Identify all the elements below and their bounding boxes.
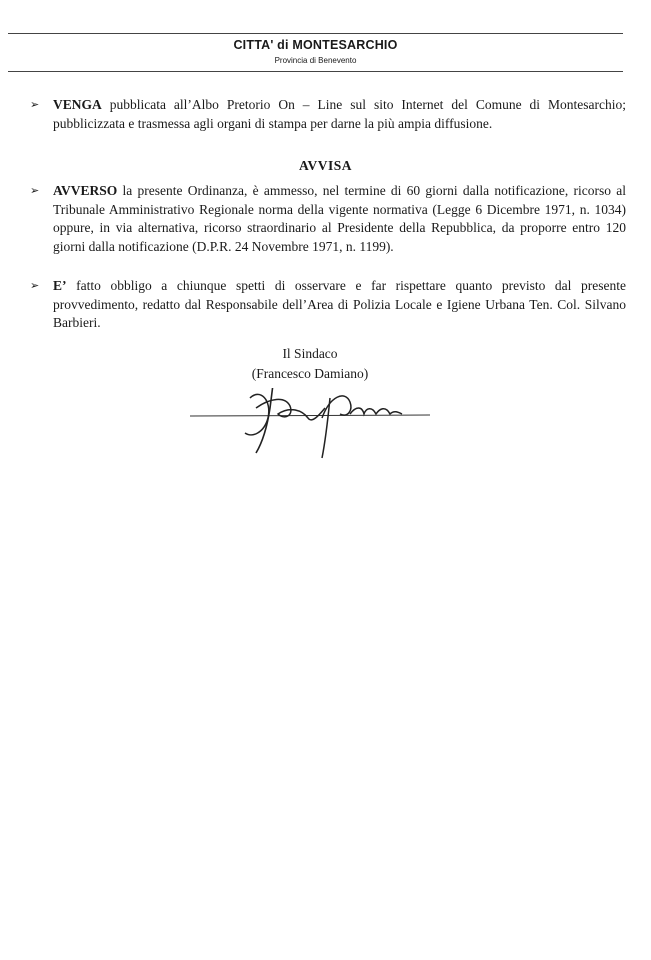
paragraph-obbligo <box>30 277 626 333</box>
header-bottom-rule <box>8 71 623 72</box>
province-subtitle: Provincia di Benevento <box>274 56 357 65</box>
city-title: CITTA' di MONTESARCHIO <box>233 38 398 52</box>
paragraph-text <box>53 277 626 333</box>
paragraph-body: pubblicata all’Albo Pretorio On – Line sul sito Internet del Comune di Montesarchio; pubblicizzata e trasmessa agli organi di stampa per darne la più ampia diffusione. <box>53 97 626 131</box>
paragraph-text <box>53 182 626 256</box>
paragraph-body: la presente Ordinanza, è ammesso, nel termine di 60 giorni dalla notificazione, ricorso al Tribunale Amministrativo Regionale norma della vigente normativa (Legge 6 Dicembre 1971, n. 1034) oppure, in via alternativa, ricorso straordinario al Presidente della Repubblica, da proporre entro 120 giorni dalla notificazione (D.P.R. 24 Novembre 1971, n. 1199). <box>53 183 626 254</box>
arrow-bullet-icon: ➢ <box>30 184 40 197</box>
handwritten-signature <box>190 388 435 463</box>
paragraph-body: fatto obbligo a chiunque spetti di osservare e far rispettare quanto previsto dal presente provvedimento, redatto dal Responsabile dell’Area di Polizia Locale e Igiene Urbana Ten. Col. Silvano Barbieri. <box>53 278 626 330</box>
avvisa-heading: AVVISA <box>298 158 353 173</box>
paragraph-venga <box>30 96 626 133</box>
paragraph-lead: VENGA <box>53 97 102 112</box>
header-top-rule <box>8 33 623 34</box>
paragraph-avverso <box>30 182 626 256</box>
paragraph-lead: E’ <box>53 278 67 293</box>
signature-title: Il Sindaco <box>282 346 338 361</box>
arrow-bullet-icon: ➢ <box>30 279 40 292</box>
arrow-bullet-icon: ➢ <box>30 98 40 111</box>
paragraph-text <box>53 96 626 133</box>
paragraph-lead: AVVERSO <box>53 183 118 198</box>
signature-name: (Francesco Damiano) <box>251 366 369 381</box>
